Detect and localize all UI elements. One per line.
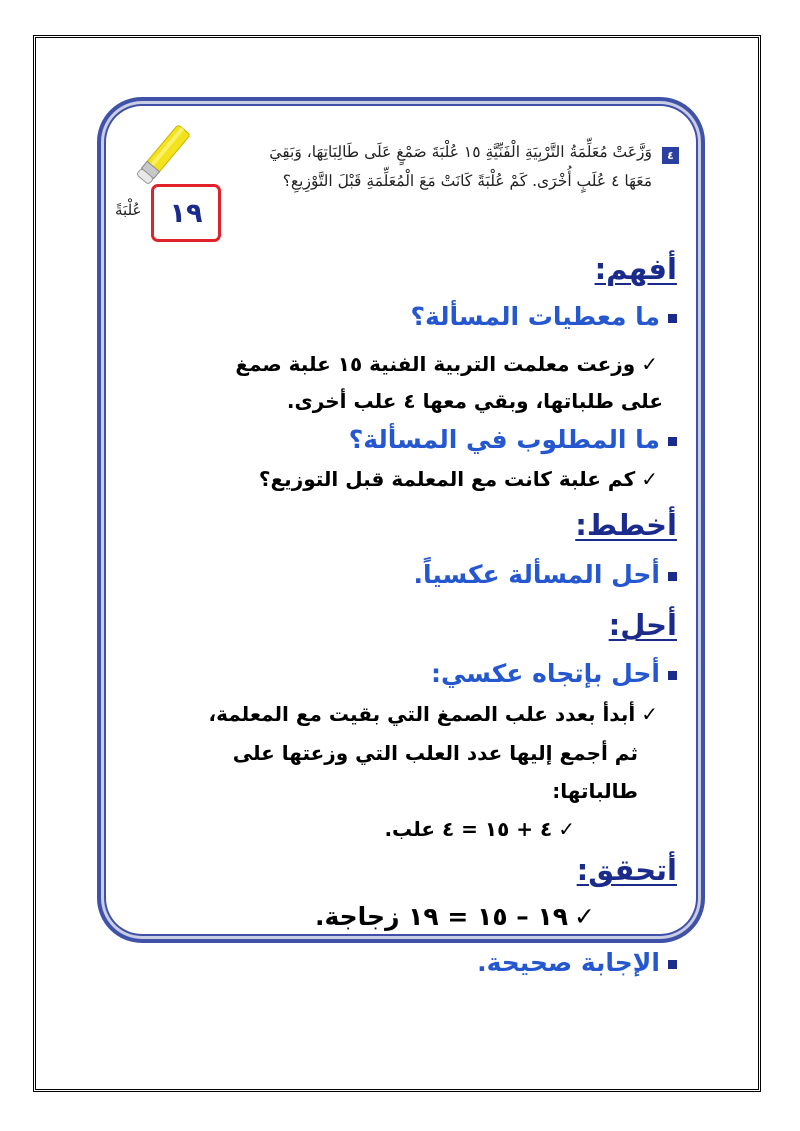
heading-plan: أخطط:	[575, 508, 677, 542]
givens-answer-line-1	[235, 352, 658, 376]
problem-text-line-1: وَزَّعَتْ مُعَلِّمَةُ التَّرْبِيَةِ الْفَنِّيَّةِ ١٥ عُلْبَةَ صَمْغٍ عَلَى طَالِبَاتِهَا، وَبَقِيَ	[269, 143, 652, 161]
bullet-square-icon	[668, 437, 677, 446]
solve-step-text-1: أبدأ بعدد علب الصمغ التي بقيت مع المعلمة،	[208, 702, 636, 726]
heading-verify: أتحقق:	[576, 853, 677, 887]
bullet-verify-result-text: الإجابة صحيحة.	[477, 948, 660, 977]
verify-equation-line	[315, 902, 595, 931]
problem-text-line-2: مَعَهَا ٤ عُلَبٍ أُخْرَى. كَمْ عُلْبَةً كَانَتْ مَعَ الْمُعَلِّمَةِ قَبْلَ التَّوْزِيعِ؟	[282, 172, 652, 190]
heading-solve: أحل:	[608, 608, 677, 642]
bullet-solve-text: أحل بإتجاه عكسي:	[431, 659, 660, 688]
solve-step-line-3: طالباتها:	[552, 779, 638, 803]
givens-answer-line-2: على طلباتها، وبقي معها ٤ علب أخرى.	[286, 389, 663, 413]
problem-number-badge: ٤	[662, 147, 679, 164]
heading-understand: أفهم:	[594, 252, 677, 286]
bullet-required	[349, 425, 677, 454]
bullet-required-text: ما المطلوب في المسألة؟	[348, 425, 660, 454]
bullet-square-icon	[668, 960, 677, 969]
bullet-givens	[410, 302, 677, 331]
bullet-square-icon	[668, 671, 677, 680]
check-icon: ✓	[641, 352, 658, 376]
check-icon: ✓	[574, 902, 595, 931]
bullet-plan-text: أحل المسألة عكسياً.	[413, 560, 660, 589]
check-icon: ✓	[558, 817, 575, 841]
bullet-square-icon	[668, 314, 677, 323]
check-icon: ✓	[641, 467, 658, 491]
verify-equation-text: ١٩ – ١٥ = ١٩ زجاجة.	[314, 902, 569, 931]
solve-equation-line	[384, 817, 575, 841]
check-icon: ✓	[641, 702, 658, 726]
solve-step-line-1	[209, 702, 658, 726]
required-answer-text: كم علبة كانت مع المعلمة قبل التوزيع؟	[258, 467, 636, 491]
solve-equation-text: ٤ + ١٥ = ٤ علب.	[384, 817, 553, 841]
solve-step-line-2: ثم أجمع إليها عدد العلب التي وزعتها على	[232, 741, 638, 765]
required-answer-line	[259, 467, 658, 491]
bullet-solve	[431, 659, 677, 688]
answer-unit: عُلْبَةً	[115, 201, 142, 219]
bullet-verify-result	[477, 948, 677, 977]
bullet-square-icon	[668, 572, 677, 581]
bullet-givens-text: ما معطيات المسألة؟	[410, 302, 660, 331]
bullet-plan	[413, 560, 677, 589]
pencil-icon	[128, 120, 198, 190]
givens-answer-text-1: وزعت معلمت التربية الفنية ١٥ علبة صمغ	[235, 352, 636, 376]
answer-box: ١٩	[151, 184, 221, 242]
